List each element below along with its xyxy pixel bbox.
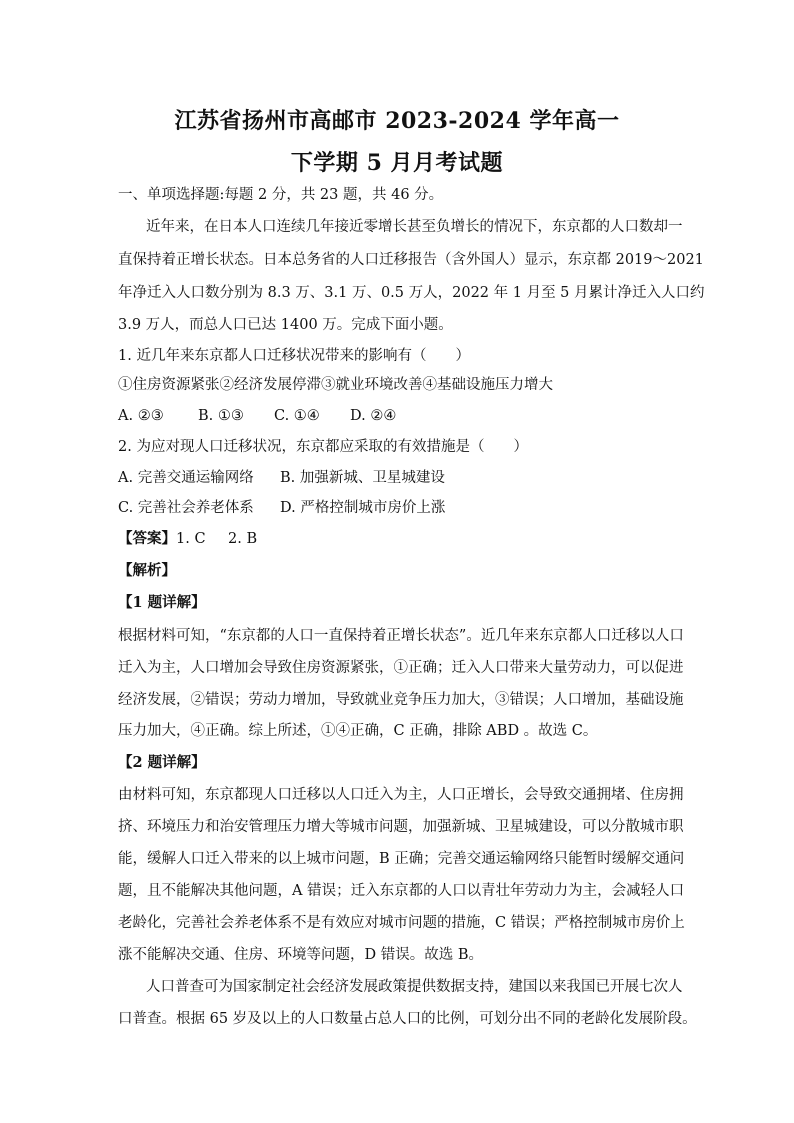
detail-2-line: 涨不能解决交通、住房、环境等问题，D 错误。故选 B。 [118, 947, 483, 963]
detail-2-line: 挤、环境压力和治安管理压力增大等城市问题，加强新城、卫星城建设，可以分散城市职 [118, 819, 684, 835]
detail-2-line: 能，缓解人口迁入带来的以上城市问题，B 正确；完善交通运输网络只能暂时缓解交通问 [118, 851, 685, 867]
section-heading: 一、单项选择题:每题 2 分，共 23 题，共 46 分。 [118, 187, 444, 203]
answer-label: 【答案】 [118, 530, 176, 547]
detail-1-label: 【1 题详解】 [118, 594, 206, 611]
document-title-line-2: 下学期 5 月月考试题 [290, 150, 504, 176]
answer-2: 2. B [228, 531, 258, 547]
option-d: D. ②④ [350, 408, 397, 424]
document-title-line-1: 江苏省扬州市高邮市 2023-2024 学年高一 [174, 108, 620, 134]
detail-1-line: 经济发展，②错误；劳动力增加，导致就业竞争压力加大，③错误；人口增加，基础设施 [118, 692, 684, 708]
material1-line: 近年来，在日本人口连续几年接近零增长甚至负增长的情况下，东京都的人口数却一 [146, 219, 683, 235]
question-2-stem: 2. 为应对现人口迁移状况，东京都应采取的有效措施是（ ） [118, 439, 528, 455]
answer-1: 1. C [176, 531, 206, 547]
detail-2-line: 由材料可知，东京都现人口迁移以人口迁入为主，人口正增长，会导致交通拥堵、住房拥 [118, 787, 684, 803]
material1-line: 3.9 万人，而总人口已达 1400 万。完成下面小题。 [118, 317, 453, 333]
analysis-label: 【解析】 [118, 562, 176, 579]
question-2-options-row-2 [118, 499, 445, 517]
detail-1-line: 压力加大，④正确。综上所述，①④正确，C 正确，排除 ABD 。故选 C。 [118, 723, 598, 739]
option-b: B. ①③ [198, 408, 244, 424]
question-1-options [118, 407, 396, 425]
option-a: A. 完善交通运输网络 [118, 470, 254, 486]
question-1-stem: 1. 近几年来东京都人口迁移状况带来的影响有（ ） [118, 348, 470, 364]
detail-2-line: 题，且不能解决其他问题，A 错误；迁入东京都的人口以青壮年劳动力为主，会减轻人口 [118, 883, 685, 899]
option-b: B. 加强新城、卫星城建设 [280, 470, 445, 486]
option-c: C. ①④ [274, 408, 320, 424]
option-c: C. 完善社会养老体系 [118, 500, 254, 516]
detail-2-line: 老龄化，完善社会养老体系不是有效应对城市问题的措施，C 错误；严格控制城市房价上 [118, 915, 685, 931]
material2-line: 人口普查可为国家制定社会经济发展政策提供数据支持，建国以来我国已开展七次人 [146, 979, 683, 995]
detail-1-line: 根据材料可知，“东京都的人口一直保持着正增长状态”。近几年来东京都人口迁移以人口 [118, 628, 684, 644]
material2-line: 口普查。根据 65 岁及以上的人口数量占总人口的比例，可划分出不同的老龄化发展阶段。 [118, 1011, 697, 1027]
detail-1-line: 迁入为主，人口增加会导致住房资源紧张，①正确；迁入人口带来大量劳动力，可以促进 [118, 660, 684, 676]
option-a: A. ②③ [118, 408, 164, 424]
material1-line: 年净迁入人口数分别为 8.3 万、3.1 万、0.5 万人，2022 年 1 月至 5 月累计净迁入人口约 [118, 285, 705, 301]
question-2-options-row-1 [118, 469, 445, 487]
question-1-items: ①住房资源紧张②经济发展停滞③就业环境改善④基础设施压力增大 [118, 377, 553, 393]
detail-2-label: 【2 题详解】 [118, 754, 206, 771]
option-d: D. 严格控制城市房价上涨 [280, 500, 446, 516]
answer-line [118, 530, 257, 548]
material1-line: 直保持着正增长状态。日本总务省的人口迁移报告（含外国人）显示，东京都 2019～2021 [118, 252, 704, 268]
